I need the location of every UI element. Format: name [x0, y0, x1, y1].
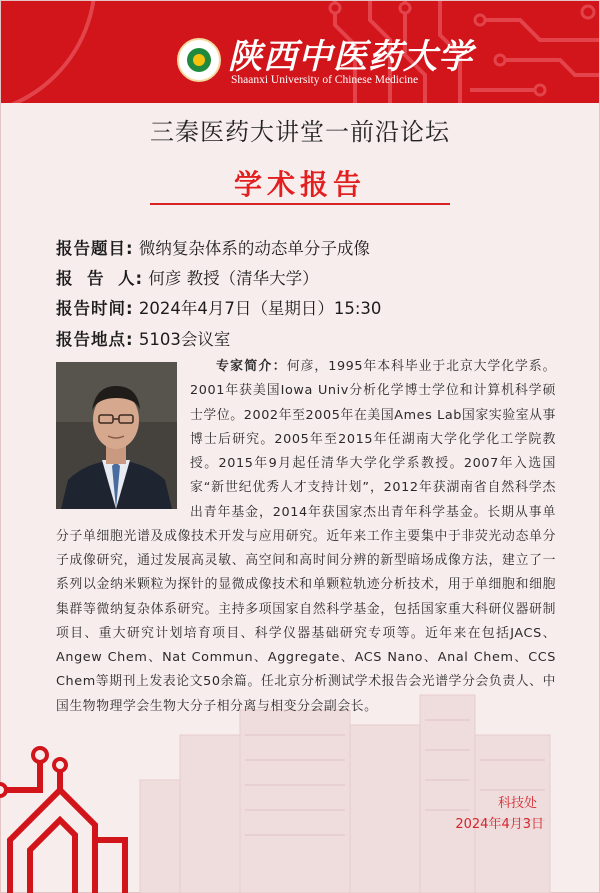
speaker-row [56, 265, 319, 289]
title-underline [150, 203, 450, 205]
speaker-value: 何彦 教授（清华大学） [143, 269, 319, 288]
report-title: 学术报告 [233, 168, 366, 201]
place-label: 报告地点: [56, 330, 134, 349]
header-banner [0, 0, 600, 103]
issue-date: 2024年4月3日 [455, 817, 544, 832]
speaker-label: 报 告 人: [56, 269, 144, 288]
time-value: 2024年4月7日（星期日）15:30 [133, 299, 382, 318]
university-emblem-icon [177, 38, 221, 82]
university-name-chinese: 陕西中医药大学 [228, 37, 473, 77]
series-title: 三秦医药大讲堂一前沿论坛 [150, 118, 450, 146]
place-value: 5103会议室 [133, 330, 231, 349]
topic-value: 微纳复杂体系的动态单分子成像 [133, 239, 370, 258]
time-label: 报告时间: [56, 299, 134, 318]
place-row [56, 326, 230, 350]
topic-row [56, 235, 370, 259]
university-name-english: Shaanxi University of Chinese Medicine [231, 74, 419, 86]
time-row [56, 295, 381, 319]
bio-label: 专家简介： [216, 359, 287, 374]
issuing-office: 科技处 [497, 796, 537, 811]
topic-label: 报告题目: [56, 239, 134, 258]
bio-text: 何彦，1995年本科毕业于北京大学化学系。2001年获美国Iowa Univ分析化学博士学位和计算机科学硕士学位。2002年至2005年在美国Ames Lab国家实验室从事博士后研究。2005年至2015年任湖南大学化学化工学院教授。2015年9月起任清华大学化学系教授。2007年入选国家“新世纪优秀人才支持计划”，2012年获湖南省自然科学杰出青年基金，2014年获国家杰出青年科学基金。长期从事单分子单细胞光谱及成像技术开发与应用研究。近年来工作主要集中于非荧光动态单分子成像研究，通过发展高灵敏、高空间和高时间分辨的新型暗场成像方法，建立了一系列以金纳米颗粒为探针的显微成像技术和单颗粒轨迹分析技术，用于单细胞和细胞集群等微纳复杂体系研究。主持多项国家自然科学基金，包括国家重大科研仪器研制项目、重大研究计划培育项目、科学仪器基础研究专项等。近年来在包括JACS、Angew Chem、Nat Commun、Aggregate、ACS Nano、Anal Chem、CCS Chem等期刊上发表论文50余篇。任北京分析测试学术报告会光谱学分会负责人、中国生物物理学会生物大分子相分离与相变分会副会长。 [56, 359, 557, 714]
speaker-bio [56, 355, 556, 719]
